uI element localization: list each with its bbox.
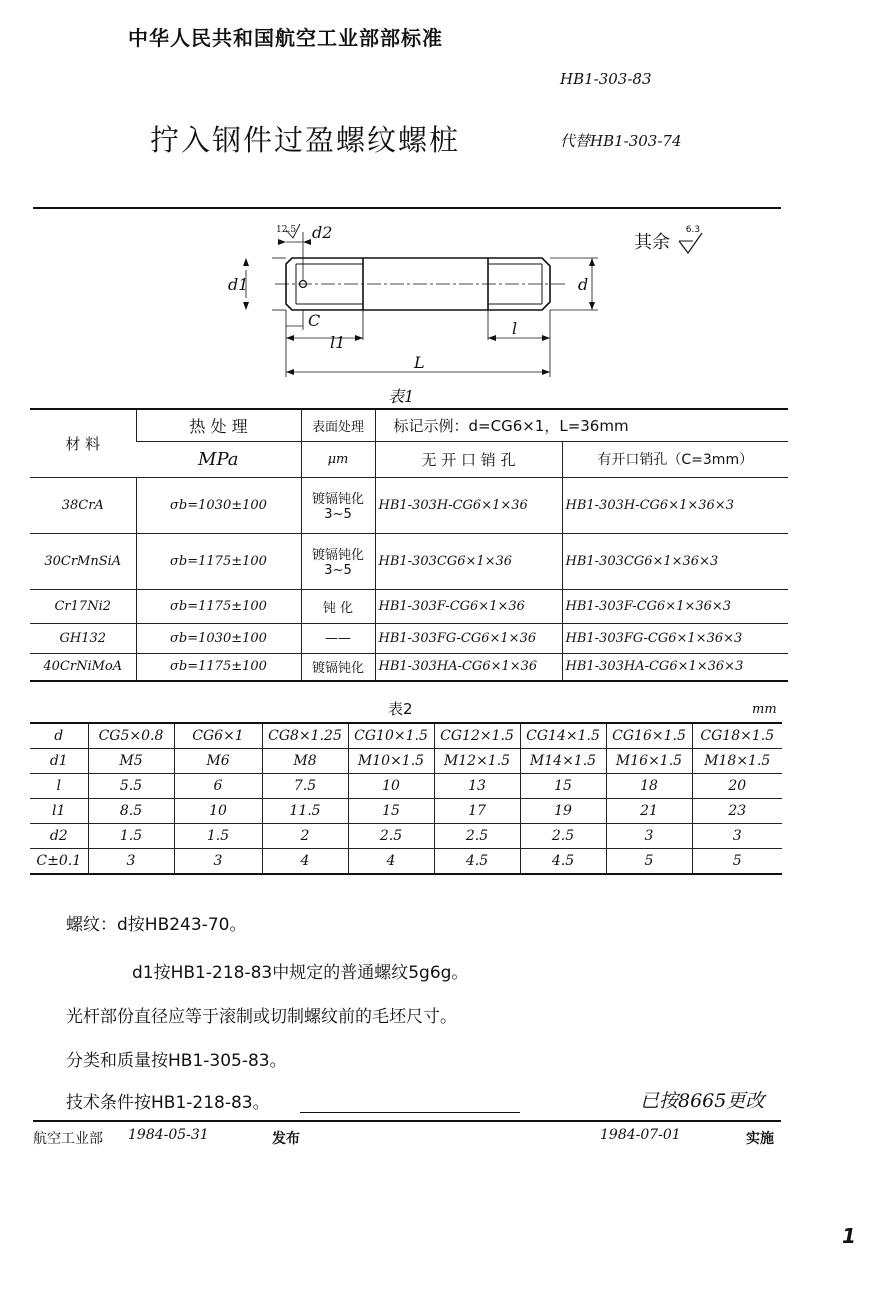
- cell-material: 38CrA: [30, 477, 136, 533]
- table2-cell: 5.5: [88, 774, 174, 799]
- table2-cell: 23: [692, 799, 782, 824]
- issuing-body: 中华人民共和国航空工业部部标准: [128, 26, 443, 50]
- table2-cell: 10: [174, 799, 262, 824]
- table2-cell: 6: [174, 774, 262, 799]
- table2-cell: 17: [434, 799, 520, 824]
- document-title: 拧入钢件过盈螺纹螺桩: [150, 123, 461, 157]
- th-surface-unit: μm: [301, 441, 375, 477]
- surface-roughness-note: 其余 6.3: [634, 228, 706, 255]
- cell-material: 30CrMnSiA: [30, 533, 136, 589]
- cell-surface: 钝 化: [301, 589, 375, 623]
- table2-cell: CG6×1: [174, 723, 262, 749]
- table2-cell: CG16×1.5: [606, 723, 692, 749]
- th-heat-treatment: 热 处 理: [136, 409, 301, 441]
- table2-cell: 5: [692, 849, 782, 875]
- roughness-value: 6.3: [685, 225, 701, 235]
- cell-no-pin: HB1-303FG-CG6×1×36: [375, 623, 562, 653]
- label-d: d: [578, 275, 589, 294]
- table2-cell: 4.5: [520, 849, 606, 875]
- table2-cell: CG14×1.5: [520, 723, 606, 749]
- table1-row: [30, 589, 788, 623]
- cell-heat: σb=1175±100: [136, 533, 301, 589]
- cell-with-pin: HB1-303H-CG6×1×36×3: [562, 477, 788, 533]
- table1: [30, 408, 788, 682]
- table2-row: [30, 824, 782, 849]
- table1-caption: 表1: [388, 387, 415, 406]
- note-technical-conditions: 技术条件按HB1-218-83。: [66, 1093, 270, 1113]
- row-header-cell: d2: [30, 824, 88, 849]
- table2: [30, 722, 782, 875]
- table2-row: [30, 774, 782, 799]
- cell-no-pin: HB1-303H-CG6×1×36: [375, 477, 562, 533]
- label-c: C: [308, 311, 321, 330]
- table2-cell: M18×1.5: [692, 749, 782, 774]
- handwritten-change-note: 已按8665更改: [640, 1090, 765, 1112]
- th-no-pin: 无 开 口 销 孔: [375, 441, 562, 477]
- table2-cell: 15: [520, 774, 606, 799]
- th-marking: 标记示例：d=CG6×1，L=36mm: [375, 409, 788, 441]
- table2-cell: 18: [606, 774, 692, 799]
- cell-no-pin: HB1-303F-CG6×1×36: [375, 589, 562, 623]
- table2-cell: M5: [88, 749, 174, 774]
- table2-cell: 10: [348, 774, 434, 799]
- table2-cell: CG8×1.25: [262, 723, 348, 749]
- header-rule: [33, 207, 781, 209]
- table2-cell: 11.5: [262, 799, 348, 824]
- row-header-cell: d: [30, 723, 88, 749]
- cell-no-pin: HB1-303HA-CG6×1×36: [375, 653, 562, 681]
- table2-cell: M8: [262, 749, 348, 774]
- table2-cell: 3: [606, 824, 692, 849]
- table2-caption: 表2: [388, 700, 413, 718]
- table1-row: [30, 533, 788, 589]
- th-surface: 表面处理: [301, 409, 375, 441]
- cell-heat: σb=1030±100: [136, 623, 301, 653]
- table2-cell: 3: [88, 849, 174, 875]
- cell-heat: σb=1175±100: [136, 653, 301, 681]
- row-header-cell: d1: [30, 749, 88, 774]
- table2-row: [30, 849, 782, 875]
- replaces-standard: 代替HB1-303-74: [560, 132, 682, 150]
- table1-row: [30, 477, 788, 533]
- table2-cell: CG12×1.5: [434, 723, 520, 749]
- footer-rule: [33, 1120, 781, 1122]
- cell-with-pin: HB1-303CG6×1×36×3: [562, 533, 788, 589]
- cell-heat: σb=1030±100: [136, 477, 301, 533]
- standard-number: HB1-303-83: [560, 70, 652, 88]
- table2-cell: CG18×1.5: [692, 723, 782, 749]
- note-classification: 分类和质量按HB1-305-83。: [66, 1051, 287, 1071]
- row-header-cell: l: [30, 774, 88, 799]
- cell-material: GH132: [30, 623, 136, 653]
- table2-cell: 20: [692, 774, 782, 799]
- note-thread: 螺纹：d按HB243-70。: [66, 915, 247, 935]
- table2-row: [30, 723, 782, 749]
- table2-cell: 13: [434, 774, 520, 799]
- page-number: 1: [842, 1224, 856, 1248]
- table2-cell: 21: [606, 799, 692, 824]
- cell-no-pin: HB1-303CG6×1×36: [375, 533, 562, 589]
- table2-cell: 3: [692, 824, 782, 849]
- footer-impl-date: 1984-07-01: [600, 1127, 681, 1143]
- th-heat-unit: MPa: [136, 441, 301, 477]
- table2-cell: 1.5: [88, 824, 174, 849]
- th-with-pin: 有开口销孔（C=3mm）: [562, 441, 788, 477]
- table2-cell: 5: [606, 849, 692, 875]
- cell-heat: σb=1175±100: [136, 589, 301, 623]
- table2-cell: 4: [262, 849, 348, 875]
- label-d1: d1: [228, 275, 249, 294]
- label-l: l: [512, 319, 518, 338]
- table2-cell: 2: [262, 824, 348, 849]
- table2-cell: CG5×0.8: [88, 723, 174, 749]
- row-header-cell: l1: [30, 799, 88, 824]
- table2-cell: 4: [348, 849, 434, 875]
- table2-cell: M12×1.5: [434, 749, 520, 774]
- table2-cell: 7.5: [262, 774, 348, 799]
- footer-issue-date: 1984-05-31: [128, 1127, 209, 1143]
- cell-material: Cr17Ni2: [30, 589, 136, 623]
- row-header-cell: C±0.1: [30, 849, 88, 875]
- table2-unit: mm: [752, 702, 777, 717]
- label-l1: l1: [330, 333, 346, 352]
- table2-row: [30, 749, 782, 774]
- table2-cell: 2.5: [348, 824, 434, 849]
- table2-cell: 2.5: [520, 824, 606, 849]
- cell-with-pin: HB1-303HA-CG6×1×36×3: [562, 653, 788, 681]
- table2-cell: 8.5: [88, 799, 174, 824]
- table1-row: [30, 653, 788, 681]
- table2-row: [30, 799, 782, 824]
- table2-cell: 2.5: [434, 824, 520, 849]
- label-L: L: [414, 353, 425, 372]
- stud-drawing: [200, 212, 620, 387]
- table2-cell: M6: [174, 749, 262, 774]
- table2-cell: M16×1.5: [606, 749, 692, 774]
- table1-row: [30, 623, 788, 653]
- table2-cell: 4.5: [434, 849, 520, 875]
- cell-surface: 镀镉钝化 3~5: [301, 533, 375, 589]
- footer-issuer: 航空工业部: [33, 1131, 103, 1147]
- cell-with-pin: HB1-303F-CG6×1×36×3: [562, 589, 788, 623]
- cell-material: 40CrNiMoA: [30, 653, 136, 681]
- table2-cell: CG10×1.5: [348, 723, 434, 749]
- note-d1-thread: d1按HB1-218-83中规定的普通螺纹5g6g。: [132, 963, 469, 983]
- cell-with-pin: HB1-303FG-CG6×1×36×3: [562, 623, 788, 653]
- table2-cell: 19: [520, 799, 606, 824]
- table2-cell: M14×1.5: [520, 749, 606, 774]
- label-d2: d2: [312, 223, 333, 242]
- table2-cell: 1.5: [174, 824, 262, 849]
- footer-impl-label: 实施: [746, 1131, 774, 1147]
- th-material: 材 料: [30, 409, 136, 477]
- note-shank-diameter: 光杆部份直径应等于滚制或切制螺纹前的毛坯尺寸。: [66, 1007, 457, 1027]
- cell-surface: 镀镉钝化 3~5: [301, 477, 375, 533]
- table2-cell: 3: [174, 849, 262, 875]
- table2-cell: 15: [348, 799, 434, 824]
- cell-surface: ——: [301, 623, 375, 653]
- footer-issue-label: 发布: [272, 1131, 300, 1147]
- cell-surface: 镀镉钝化: [301, 653, 375, 681]
- notes-underline: [300, 1112, 520, 1113]
- table2-cell: M10×1.5: [348, 749, 434, 774]
- roughness-d2: 12.5: [276, 225, 297, 235]
